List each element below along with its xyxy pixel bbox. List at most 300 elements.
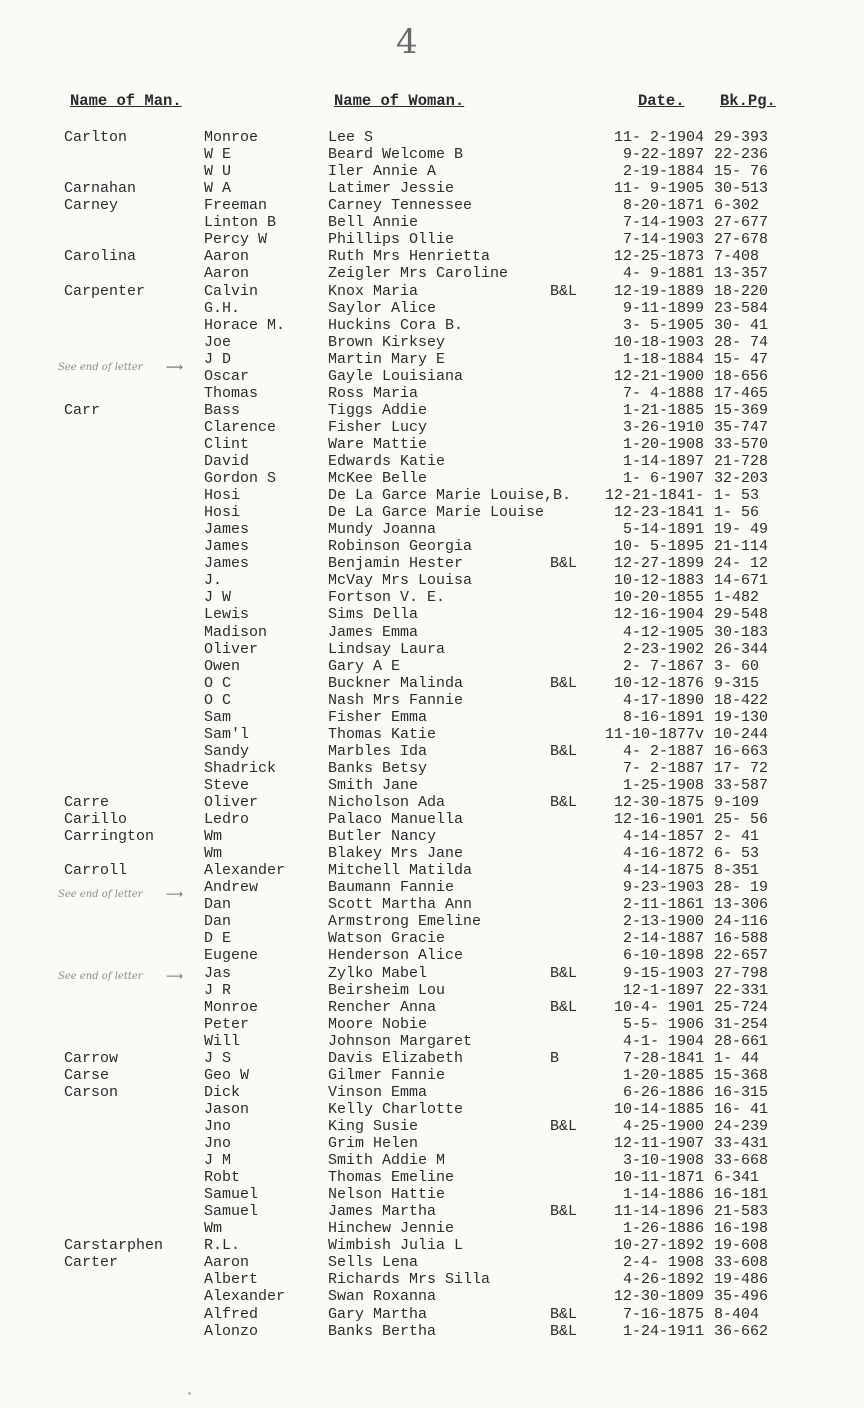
book-page: 13-357 xyxy=(714,265,769,283)
table-row xyxy=(0,1084,864,1101)
table-row xyxy=(0,1271,864,1288)
given-name: J. xyxy=(204,572,223,590)
record-mark: B&L xyxy=(550,282,578,300)
book-page: 6-341 xyxy=(714,1169,760,1186)
table-row xyxy=(0,436,864,453)
marriage-date: 7-14-1903 xyxy=(622,214,704,232)
woman-name: Saylor Alice xyxy=(328,299,437,317)
given-name: R.L. xyxy=(204,1237,241,1255)
woman-name: Armstrong Emeline xyxy=(328,913,482,931)
woman-name: Ware Mattie xyxy=(328,435,428,453)
table-row xyxy=(0,624,864,641)
book-page: 16-315 xyxy=(714,1083,769,1101)
given-name: James xyxy=(204,555,250,573)
woman-name: Rencher Anna xyxy=(328,998,437,1016)
marriage-date: 10-12-1876 xyxy=(613,674,704,692)
book-page: 21-583 xyxy=(714,1203,769,1221)
marriage-date: 1-26-1886 xyxy=(622,1220,704,1238)
given-name: O C xyxy=(204,674,232,692)
woman-name: Fisher Lucy xyxy=(328,418,428,436)
given-name: J D xyxy=(204,350,232,368)
given-name: Freeman xyxy=(204,197,268,215)
book-page: 2- 41 xyxy=(714,828,760,846)
woman-name: Scott Martha Ann xyxy=(328,896,473,914)
marriage-date: 12-27-1899 xyxy=(613,555,704,573)
marriage-date: 4-14-1857 xyxy=(622,828,704,846)
given-name: Samuel xyxy=(204,1186,259,1204)
book-page: 16-663 xyxy=(714,742,769,760)
surname: Carre xyxy=(64,794,110,811)
table-row xyxy=(0,589,864,606)
margin-note: See end of letter xyxy=(58,971,143,982)
surname: Carrow xyxy=(64,1049,119,1067)
table-row xyxy=(0,1033,864,1050)
marriage-date: 5-14-1891 xyxy=(622,521,704,539)
given-name: Monroe xyxy=(204,129,259,146)
table-row xyxy=(0,1067,864,1084)
table-row xyxy=(0,1016,864,1033)
woman-name: Gary A E xyxy=(328,657,401,675)
table-row xyxy=(0,385,864,402)
given-name: O C xyxy=(204,691,232,709)
given-name: Oliver xyxy=(204,794,259,811)
given-name: Aaron xyxy=(204,248,250,266)
book-page: 24-239 xyxy=(714,1117,769,1135)
woman-name: Davis Elizabeth xyxy=(328,1049,464,1067)
book-page: 28- 19 xyxy=(714,879,769,897)
table-row xyxy=(0,334,864,351)
given-name: Will xyxy=(204,1032,241,1050)
book-page: 36-662 xyxy=(714,1322,769,1340)
book-page: 3- 60 xyxy=(714,657,760,675)
marriage-date: 3-10-1908 xyxy=(622,1152,704,1169)
woman-name: De La Garce Marie Louise,B. xyxy=(328,487,572,505)
woman-name: Vinson Emma xyxy=(328,1083,428,1101)
marriage-date: 10-14-1885 xyxy=(613,1100,704,1118)
woman-name: Fisher Emma xyxy=(328,708,428,726)
book-page: 6- 53 xyxy=(714,845,760,863)
table-row xyxy=(0,828,864,845)
marriage-date: 10-4- 1901 xyxy=(613,998,704,1016)
book-page: 26-344 xyxy=(714,640,769,658)
given-name: W U xyxy=(204,163,232,181)
table-row xyxy=(0,572,864,589)
marriage-date: 8-20-1871 xyxy=(622,197,704,215)
marriage-date: 11-10-1877v xyxy=(604,725,704,743)
given-name: Clarence xyxy=(204,418,277,436)
surname: Carr xyxy=(64,401,101,419)
marriage-date: 1-21-1885 xyxy=(622,401,704,419)
marriage-date: 12-16-1901 xyxy=(613,811,704,828)
marriage-date: 11- 2-1904 xyxy=(613,129,704,146)
marriage-date: 10- 5-1895 xyxy=(613,538,704,556)
table-row xyxy=(0,283,864,300)
woman-name: Sims Della xyxy=(328,606,419,624)
marriage-date: 1-20-1885 xyxy=(622,1066,704,1084)
marriage-date: 4-17-1890 xyxy=(622,691,704,709)
woman-name: Smith Addie M xyxy=(328,1152,446,1169)
woman-name: Mitchell Matilda xyxy=(328,862,473,880)
book-page: 30-183 xyxy=(714,623,769,641)
book-page: 33-668 xyxy=(714,1152,769,1169)
record-mark: B&L xyxy=(550,555,578,573)
table-row xyxy=(0,965,864,982)
marriage-date: 2-4- 1908 xyxy=(622,1254,704,1272)
table-row xyxy=(0,402,864,419)
woman-name: Smith Jane xyxy=(328,776,419,794)
book-page: 17-465 xyxy=(714,384,769,402)
marriage-date: 12-25-1873 xyxy=(613,248,704,266)
table-row xyxy=(0,709,864,726)
surname: Carnahan xyxy=(64,180,137,198)
given-name: David xyxy=(204,452,250,470)
woman-name: Lee S xyxy=(328,129,374,146)
table-row xyxy=(0,811,864,828)
surname: Carse xyxy=(64,1066,110,1084)
table-row xyxy=(0,913,864,930)
given-name: Geo W xyxy=(204,1066,250,1084)
margin-arrow-icon: ⟶ xyxy=(166,969,184,983)
table-row xyxy=(0,1306,864,1323)
woman-name: Sells Lena xyxy=(328,1254,419,1272)
book-page: 16-588 xyxy=(714,930,769,948)
book-page: 1- 44 xyxy=(714,1049,760,1067)
marriage-date: 4- 9-1881 xyxy=(622,265,704,283)
book-page: 27-677 xyxy=(714,214,769,232)
margin-arrow-icon: ⟶ xyxy=(166,887,184,901)
table-row xyxy=(0,470,864,487)
header-name-of-man: Name of Man. xyxy=(70,92,182,110)
book-page: 15-369 xyxy=(714,401,769,419)
paper-speck xyxy=(188,1392,191,1395)
book-page: 1- 53 xyxy=(714,487,760,505)
woman-name: Hinchew Jennie xyxy=(328,1220,455,1238)
marriage-date: 2-19-1884 xyxy=(622,163,704,181)
table-row xyxy=(0,982,864,999)
header-book-page: Bk.Pg. xyxy=(720,92,776,110)
given-name: Wm xyxy=(204,1220,223,1238)
woman-name: Brown Kirksey xyxy=(328,333,446,351)
woman-name: Zeigler Mrs Caroline xyxy=(328,265,509,283)
table-row xyxy=(0,265,864,282)
marriage-date: 2-13-1900 xyxy=(622,913,704,931)
book-page: 33-587 xyxy=(714,776,769,794)
woman-name: Knox Maria xyxy=(328,282,419,300)
book-page: 19-130 xyxy=(714,708,769,726)
given-name: G.H. xyxy=(204,299,241,317)
woman-name: Lindsay Laura xyxy=(328,640,446,658)
marriage-date: 10-11-1871 xyxy=(613,1169,704,1186)
given-name: Madison xyxy=(204,623,268,641)
book-page: 7-408 xyxy=(714,248,760,266)
marriage-date: 12-30-1875 xyxy=(613,794,704,811)
book-page: 17- 72 xyxy=(714,759,769,777)
book-page: 30-513 xyxy=(714,180,769,198)
marriage-date: 12-23-1841 xyxy=(613,504,704,522)
woman-name: Latimer Jessie xyxy=(328,180,455,198)
given-name: J R xyxy=(204,981,232,999)
given-name: Lewis xyxy=(204,606,250,624)
table-row xyxy=(0,743,864,760)
woman-name: McVay Mrs Louisa xyxy=(328,572,473,590)
woman-name: Edwards Katie xyxy=(328,452,446,470)
table-row xyxy=(0,794,864,811)
marriage-date: 10-12-1883 xyxy=(613,572,704,590)
table-row xyxy=(0,1169,864,1186)
marriage-date: 10-20-1855 xyxy=(613,589,704,607)
marriage-date: 7- 4-1888 xyxy=(622,384,704,402)
table-row xyxy=(0,197,864,214)
book-page: 18-656 xyxy=(714,367,769,385)
given-name: Albert xyxy=(204,1271,259,1289)
table-row xyxy=(0,1203,864,1220)
woman-name: Martin Mary E xyxy=(328,350,446,368)
given-name: Bass xyxy=(204,401,241,419)
table-row xyxy=(0,1152,864,1169)
woman-name: Huckins Cora B. xyxy=(328,316,464,334)
given-name: James xyxy=(204,538,250,556)
woman-name: Iler Annie A xyxy=(328,163,437,181)
woman-name: Buckner Malinda xyxy=(328,674,464,692)
book-page: 29-548 xyxy=(714,606,769,624)
table-row xyxy=(0,555,864,572)
given-name: Aaron xyxy=(204,1254,250,1272)
woman-name: Ruth Mrs Henrietta xyxy=(328,248,491,266)
given-name: Ledro xyxy=(204,811,250,828)
table-row xyxy=(0,641,864,658)
woman-name: Henderson Alice xyxy=(328,947,464,965)
table-row xyxy=(0,538,864,555)
woman-name: Gayle Louisiana xyxy=(328,367,464,385)
table-row xyxy=(0,999,864,1016)
woman-name: Phillips Ollie xyxy=(328,231,455,249)
given-name: Robt xyxy=(204,1169,241,1186)
book-page: 28-661 xyxy=(714,1032,769,1050)
given-name: Jno xyxy=(204,1117,232,1135)
page-number: 4 xyxy=(396,22,418,62)
woman-name: Kelly Charlotte xyxy=(328,1100,464,1118)
given-name: Alexander xyxy=(204,862,286,880)
given-name: Sam xyxy=(204,708,232,726)
table-row xyxy=(0,180,864,197)
woman-name: Blakey Mrs Jane xyxy=(328,845,464,863)
woman-name: King Susie xyxy=(328,1117,419,1135)
given-name: Wm xyxy=(204,828,223,846)
book-page: 24-116 xyxy=(714,913,769,931)
book-page: 22-236 xyxy=(714,146,769,164)
table-row xyxy=(0,419,864,436)
book-page: 21-728 xyxy=(714,452,769,470)
given-name: W E xyxy=(204,146,232,164)
given-name: Andrew xyxy=(204,879,259,897)
table-row xyxy=(0,231,864,248)
book-page: 15- 76 xyxy=(714,163,769,181)
marriage-date: 2-11-1861 xyxy=(622,896,704,914)
woman-name: Mundy Joanna xyxy=(328,521,437,539)
book-page: 33-608 xyxy=(714,1254,769,1272)
given-name: Monroe xyxy=(204,998,259,1016)
given-name: Alonzo xyxy=(204,1322,259,1340)
woman-name: McKee Belle xyxy=(328,470,428,487)
marriage-date: 8-16-1891 xyxy=(622,708,704,726)
record-mark: B&L xyxy=(550,1322,578,1340)
book-page: 9-109 xyxy=(714,794,760,811)
book-page: 8-351 xyxy=(714,862,760,880)
book-page: 33-431 xyxy=(714,1135,769,1152)
woman-name: Nash Mrs Fannie xyxy=(328,691,464,709)
surname: Carlton xyxy=(64,129,128,146)
woman-name: Beirsheim Lou xyxy=(328,981,446,999)
book-page: 15- 47 xyxy=(714,350,769,368)
marriage-date: 9-23-1903 xyxy=(622,879,704,897)
woman-name: Palaco Manuella xyxy=(328,811,464,828)
surname: Carstarphen xyxy=(64,1237,164,1255)
table-row xyxy=(0,146,864,163)
book-page: 27-678 xyxy=(714,231,769,249)
given-name: Jas xyxy=(204,964,232,982)
book-page: 23-584 xyxy=(714,299,769,317)
given-name: Dan xyxy=(204,913,232,931)
marriage-date: 4-16-1872 xyxy=(622,845,704,863)
woman-name: Nicholson Ada xyxy=(328,794,446,811)
book-page: 19- 49 xyxy=(714,521,769,539)
given-name: Dick xyxy=(204,1083,241,1101)
given-name: W A xyxy=(204,180,232,198)
given-name: James xyxy=(204,521,250,539)
given-name: Jno xyxy=(204,1135,232,1152)
record-mark: B&L xyxy=(550,794,578,811)
given-name: Horace M. xyxy=(204,316,286,334)
given-name: J W xyxy=(204,589,232,607)
woman-name: Richards Mrs Silla xyxy=(328,1271,491,1289)
surname: Carney xyxy=(64,197,119,215)
record-mark: B&L xyxy=(550,964,578,982)
record-mark: B xyxy=(550,1049,560,1067)
woman-name: James Martha xyxy=(328,1203,437,1221)
marriage-date: 10-18-1903 xyxy=(613,333,704,351)
woman-name: Ross Maria xyxy=(328,384,419,402)
marriage-date: 4-25-1900 xyxy=(622,1117,704,1135)
woman-name: Bell Annie xyxy=(328,214,419,232)
book-page: 33-570 xyxy=(714,435,769,453)
margin-note: See end of letter xyxy=(58,362,143,373)
table-row xyxy=(0,1135,864,1152)
marriage-date: 11-14-1896 xyxy=(613,1203,704,1221)
book-page: 21-114 xyxy=(714,538,769,556)
book-page: 18-422 xyxy=(714,691,769,709)
marriage-date: 4-14-1875 xyxy=(622,862,704,880)
woman-name: Beard Welcome B xyxy=(328,146,464,164)
surname: Carter xyxy=(64,1254,119,1272)
woman-name: Banks Betsy xyxy=(328,759,428,777)
book-page: 22-331 xyxy=(714,981,769,999)
table-row xyxy=(0,351,864,368)
marriage-date: 4- 2-1887 xyxy=(622,742,704,760)
given-name: Thomas xyxy=(204,384,259,402)
given-name: Sandy xyxy=(204,742,250,760)
marriage-date: 12-30-1809 xyxy=(613,1288,704,1306)
table-row xyxy=(0,1186,864,1203)
table-row xyxy=(0,504,864,521)
surname: Carson xyxy=(64,1083,119,1101)
record-mark: B&L xyxy=(550,674,578,692)
book-page: 1- 56 xyxy=(714,504,760,522)
table-row xyxy=(0,487,864,504)
table-row xyxy=(0,1220,864,1237)
surname: Carolina xyxy=(64,248,137,266)
woman-name: Robinson Georgia xyxy=(328,538,473,556)
woman-name: Butler Nancy xyxy=(328,828,437,846)
given-name: D E xyxy=(204,930,232,948)
woman-name: James Emma xyxy=(328,623,419,641)
marriage-date: 5-5- 1906 xyxy=(622,1015,704,1033)
table-row xyxy=(0,1101,864,1118)
marriage-date: 4-12-1905 xyxy=(622,623,704,641)
marriage-date: 1-24-1911 xyxy=(622,1322,704,1340)
record-mark: B&L xyxy=(550,998,578,1016)
given-name: Joe xyxy=(204,333,232,351)
marriage-date: 12-21-1900 xyxy=(613,367,704,385)
table-row xyxy=(0,129,864,146)
table-row xyxy=(0,675,864,692)
table-row xyxy=(0,845,864,862)
table-row xyxy=(0,692,864,709)
marriage-date: 9-22-1897 xyxy=(622,146,704,164)
marriage-date: 12-1-1897 xyxy=(622,981,704,999)
table-row xyxy=(0,453,864,470)
marriage-date: 4-1- 1904 xyxy=(622,1032,704,1050)
book-page: 14-671 xyxy=(714,572,769,590)
table-row xyxy=(0,658,864,675)
table-row xyxy=(0,1237,864,1254)
given-name: Aaron xyxy=(204,265,250,283)
woman-name: Gary Martha xyxy=(328,1305,428,1323)
marriage-date: 1-14-1886 xyxy=(622,1186,704,1204)
table-row xyxy=(0,300,864,317)
table-row xyxy=(0,214,864,231)
table-row xyxy=(0,862,864,879)
book-page: 13-306 xyxy=(714,896,769,914)
record-mark: B&L xyxy=(550,742,578,760)
woman-name: Wimbish Julia L xyxy=(328,1237,464,1255)
header-date: Date. xyxy=(638,92,685,110)
book-page: 16-181 xyxy=(714,1186,769,1204)
marriage-date: 1-25-1908 xyxy=(622,776,704,794)
book-page: 10-244 xyxy=(714,725,769,743)
table-row xyxy=(0,317,864,334)
marriage-date: 1-18-1884 xyxy=(622,350,704,368)
table-row xyxy=(0,1050,864,1067)
given-name: Alexander xyxy=(204,1288,286,1306)
marriage-date: 12-19-1889 xyxy=(613,282,704,300)
surname: Carroll xyxy=(64,862,128,880)
woman-name: Watson Gracie xyxy=(328,930,446,948)
woman-name: Fortson V. E. xyxy=(328,589,446,607)
book-page: 35-747 xyxy=(714,418,769,436)
woman-name: Baumann Fannie xyxy=(328,879,455,897)
record-mark: B&L xyxy=(550,1203,578,1221)
table-row xyxy=(0,163,864,180)
marriage-date: 1- 6-1907 xyxy=(622,470,704,487)
marriage-date: 9-11-1899 xyxy=(622,299,704,317)
woman-name: Tiggs Addie xyxy=(328,401,428,419)
given-name: Hosi xyxy=(204,487,241,505)
book-page: 30- 41 xyxy=(714,316,769,334)
given-name: Oliver xyxy=(204,640,259,658)
given-name: J M xyxy=(204,1152,232,1169)
table-row xyxy=(0,947,864,964)
marriage-date: 9-15-1903 xyxy=(622,964,704,982)
